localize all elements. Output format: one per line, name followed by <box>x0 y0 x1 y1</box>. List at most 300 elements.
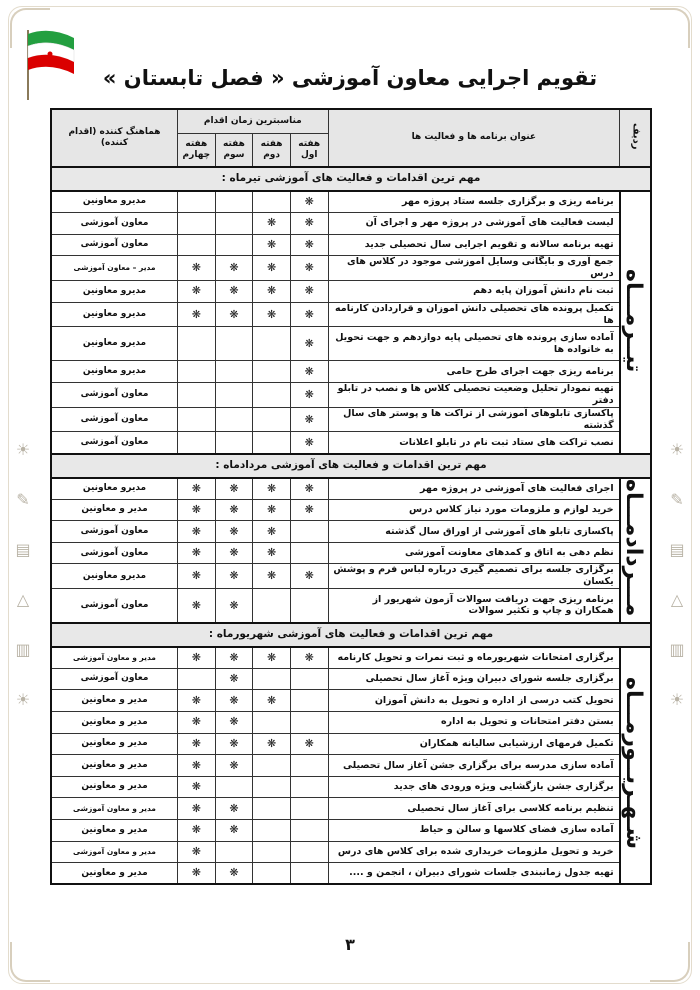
table-row <box>51 711 651 733</box>
scheduled-mark-icon: ❋ <box>191 823 201 837</box>
week-4-cell <box>178 647 216 669</box>
scheduled-mark-icon: ❋ <box>304 736 314 750</box>
scheduled-mark-icon: ❋ <box>267 216 277 230</box>
scheduled-mark-icon: ❋ <box>304 435 314 449</box>
section-heading: مهم ترین اقدامات و فعالیت های آموزشی مردادماه : <box>51 454 651 478</box>
scheduled-mark-icon: ❋ <box>267 481 277 495</box>
week-2-cell <box>253 711 291 733</box>
pencil-icon: ✎ <box>16 490 30 509</box>
week-3-cell <box>215 256 253 281</box>
week-1-cell <box>290 863 328 885</box>
week-3-cell <box>215 819 253 841</box>
table-row <box>51 521 651 543</box>
week-4-cell <box>178 432 216 454</box>
activity-cell: نصب تراکت های ستاد ثبت نام در تابلو اعلانات <box>328 432 620 454</box>
week-1-cell <box>290 819 328 841</box>
week-1-cell <box>290 327 328 361</box>
scheduled-mark-icon: ❋ <box>229 284 239 298</box>
table-row <box>51 191 651 213</box>
scheduled-mark-icon: ❋ <box>229 598 239 612</box>
month-label-text: تیــرمـــاه <box>621 268 646 373</box>
week-3-cell <box>215 647 253 669</box>
week-3-cell <box>215 564 253 589</box>
scheduled-mark-icon: ❋ <box>229 503 239 517</box>
week-3-cell <box>215 478 253 500</box>
week-3-cell <box>215 668 253 690</box>
week-2-cell <box>253 733 291 755</box>
coordinator-cell: معاون آموزشی <box>51 521 178 543</box>
week-4-cell <box>178 256 216 281</box>
scheduled-mark-icon: ❋ <box>191 261 201 275</box>
activity-cell: خرید و تحویل ملزومات خریداری شده برای کلاس های درس <box>328 841 620 863</box>
section-heading: مهم ترین اقدامات و فعالیت های آموزشی شهریورماه : <box>51 623 651 647</box>
week-3-cell <box>215 863 253 885</box>
scheduled-mark-icon: ❋ <box>304 216 314 230</box>
lightbulb-icon: ☀ <box>15 440 31 459</box>
activity-cell: آماده سازی فضای کلاسها و سالن و حیاط <box>328 819 620 841</box>
decorative-side-icons-left <box>12 440 34 710</box>
coordinator-cell: مدیر و معاونین <box>51 755 178 777</box>
table-row <box>51 281 651 303</box>
week-1-cell <box>290 711 328 733</box>
coordinator-cell: معاون آموزشی <box>51 382 178 407</box>
scheduled-mark-icon: ❋ <box>229 758 239 772</box>
week-3-cell <box>215 521 253 543</box>
activity-cell: تحویل کتب درسی از اداره و تحویل به دانش آموزان <box>328 690 620 712</box>
scheduled-mark-icon: ❋ <box>229 524 239 538</box>
week-2-cell <box>253 234 291 256</box>
scheduled-mark-icon: ❋ <box>229 481 239 495</box>
activity-cell: نظم دهی به اتاق و کمدهای معاونت آموزشی <box>328 542 620 564</box>
week-1-cell <box>290 841 328 863</box>
coordinator-cell: مدیر و معاونین <box>51 776 178 798</box>
week-4-cell <box>178 478 216 500</box>
week-3-cell <box>215 432 253 454</box>
scheduled-mark-icon: ❋ <box>191 569 201 583</box>
scheduled-mark-icon: ❋ <box>267 307 277 321</box>
coordinator-cell: معاون آموزشی <box>51 542 178 564</box>
corner-ornament <box>650 8 690 48</box>
week-1-cell <box>290 281 328 303</box>
week-4-cell <box>178 499 216 521</box>
table-row <box>51 432 651 454</box>
week-4-cell <box>178 841 216 863</box>
scheduled-mark-icon: ❋ <box>304 364 314 378</box>
triangle-icon: △ <box>16 590 30 609</box>
activity-cell: برگزاری جشن بازگشایی ویژه ورودی های جدید <box>328 776 620 798</box>
scheduled-mark-icon: ❋ <box>191 598 201 612</box>
week-3-cell <box>215 281 253 303</box>
calendar-table-wrapper <box>50 108 652 885</box>
week-2-cell <box>253 327 291 361</box>
table-row <box>51 234 651 256</box>
week-1-cell <box>290 668 328 690</box>
week-3-cell <box>215 213 253 235</box>
activity-cell: بستن دفتر امتحانات و تحویل به اداره <box>328 711 620 733</box>
scheduled-mark-icon: ❋ <box>304 284 314 298</box>
scheduled-mark-icon: ❋ <box>191 801 201 815</box>
month-label <box>620 191 651 454</box>
week-4-cell <box>178 589 216 623</box>
coordinator-cell: معاون آموزشی <box>51 668 178 690</box>
coordinator-cell: مدیرو معاونین <box>51 281 178 303</box>
activity-cell: تهیه جدول زمانبندی جلسات شورای دبیران ، انجمن و .... <box>328 863 620 885</box>
week-4-cell <box>178 668 216 690</box>
chart-icon: ▥ <box>15 640 31 659</box>
executive-calendar-table <box>50 108 652 885</box>
table-row <box>51 327 651 361</box>
month-label-text: شـهـریــورمـــاه <box>621 677 646 850</box>
week-3-cell <box>215 542 253 564</box>
activity-cell: برنامه ریزی جهت دریافت سوالات آزمون شهریور از همکاران و چاپ و تکثیر سوالات <box>328 589 620 623</box>
activity-cell: برگزاری امتحانات شهریورماه و ثبت نمرات و تحویل کارنامه <box>328 647 620 669</box>
scheduled-mark-icon: ❋ <box>191 546 201 560</box>
scheduled-mark-icon: ❋ <box>267 546 277 560</box>
scheduled-mark-icon: ❋ <box>191 844 201 858</box>
scheduled-mark-icon: ❋ <box>229 672 239 686</box>
activity-cell: آماده سازی مدرسه برای برگزاری جشن آغاز سال تحصیلی <box>328 755 620 777</box>
triangle-icon: △ <box>670 590 684 609</box>
week-2-cell <box>253 407 291 432</box>
scheduled-mark-icon: ❋ <box>304 569 314 583</box>
table-row <box>51 564 651 589</box>
week-2-cell <box>253 361 291 383</box>
month-label <box>620 478 651 623</box>
week-3-cell <box>215 755 253 777</box>
week-4-cell <box>178 407 216 432</box>
lightbulb-icon: ☀ <box>669 440 685 459</box>
week-1-cell <box>290 234 328 256</box>
scheduled-mark-icon: ❋ <box>267 238 277 252</box>
scheduled-mark-icon: ❋ <box>304 238 314 252</box>
table-row <box>51 863 651 885</box>
week-4-cell <box>178 542 216 564</box>
week-1-cell <box>290 733 328 755</box>
week-2-cell <box>253 478 291 500</box>
week-3-cell <box>215 589 253 623</box>
table-row <box>51 819 651 841</box>
header-row-number: ردیف <box>620 109 651 167</box>
table-row <box>51 690 651 712</box>
scheduled-mark-icon: ❋ <box>267 650 277 664</box>
table-body <box>51 167 651 884</box>
week-1-cell <box>290 564 328 589</box>
week-4-cell <box>178 361 216 383</box>
activity-cell: تهیه برنامه سالانه و تقویم اجرایی سال تحصیلی جدید <box>328 234 620 256</box>
header-week-4: هفته چهارم <box>178 133 216 167</box>
activity-cell: جمع آوری و بایگانی وسایل آموزشی موجود در کلاس های درس <box>328 256 620 281</box>
scheduled-mark-icon: ❋ <box>229 261 239 275</box>
week-2-cell <box>253 432 291 454</box>
coordinator-cell: معاون آموزشی <box>51 432 178 454</box>
week-2-cell <box>253 647 291 669</box>
scheduled-mark-icon: ❋ <box>267 503 277 517</box>
week-3-cell <box>215 733 253 755</box>
week-2-cell <box>253 281 291 303</box>
lightbulb-icon: ☀ <box>15 690 31 709</box>
scheduled-mark-icon: ❋ <box>304 481 314 495</box>
scheduled-mark-icon: ❋ <box>304 336 314 350</box>
scheduled-mark-icon: ❋ <box>229 866 239 880</box>
scheduled-mark-icon: ❋ <box>304 387 314 401</box>
activity-cell: تهیه نمودار تحلیل وضعیت تحصیلی کلاس ها و نصب در تابلو دفتر <box>328 382 620 407</box>
coordinator-cell: مدیرو معاونین <box>51 478 178 500</box>
scheduled-mark-icon: ❋ <box>191 866 201 880</box>
activity-cell: لیست فعالیت های آموزشی در پروژه مهر و اجرای آن <box>328 213 620 235</box>
header-coordinator: هماهنگ کننده (اقدام کننده) <box>51 109 178 167</box>
week-1-cell <box>290 302 328 327</box>
activity-cell: برگزاری جلسه شورای دبیران ویژه آغاز سال تحصیلی <box>328 668 620 690</box>
week-3-cell <box>215 382 253 407</box>
week-1-cell <box>290 690 328 712</box>
week-4-cell <box>178 819 216 841</box>
scheduled-mark-icon: ❋ <box>229 569 239 583</box>
scheduled-mark-icon: ❋ <box>191 693 201 707</box>
chart-icon: ▥ <box>669 640 685 659</box>
coordinator-cell: مدیر و معاونین <box>51 499 178 521</box>
table-row <box>51 407 651 432</box>
activity-cell: برنامه ریزی جهت اجرای طرح حامی <box>328 361 620 383</box>
week-1-cell <box>290 499 328 521</box>
coordinator-cell: مدیرو معاونین <box>51 361 178 383</box>
scheduled-mark-icon: ❋ <box>304 261 314 275</box>
activity-cell: تکمیل فرمهای ارزشیابی سالیانه همکاران <box>328 733 620 755</box>
scheduled-mark-icon: ❋ <box>191 780 201 794</box>
coordinator-cell: معاون آموزشی <box>51 407 178 432</box>
week-1-cell <box>290 776 328 798</box>
week-4-cell <box>178 776 216 798</box>
week-2-cell <box>253 863 291 885</box>
week-1-cell <box>290 213 328 235</box>
lightbulb-icon: ☀ <box>669 690 685 709</box>
activity-cell: تکمیل پرونده های تحصیلی دانش آموزان و قراردادن کارنامه ها <box>328 302 620 327</box>
scheduled-mark-icon: ❋ <box>191 650 201 664</box>
scheduled-mark-icon: ❋ <box>191 307 201 321</box>
scheduled-mark-icon: ❋ <box>304 195 314 209</box>
coordinator-cell: معاون آموزشی <box>51 234 178 256</box>
week-3-cell <box>215 327 253 361</box>
week-2-cell <box>253 213 291 235</box>
header-time: مناسبترین زمان اقدام <box>178 109 329 133</box>
coordinator-cell: مدیر – معاون آموزشی <box>51 256 178 281</box>
week-2-cell <box>253 755 291 777</box>
week-2-cell <box>253 798 291 820</box>
week-1-cell <box>290 798 328 820</box>
week-4-cell <box>178 234 216 256</box>
activity-cell: برگزاری جلسه برای تصمیم گیری درباره لباس فرم و پوشش یکسان <box>328 564 620 589</box>
coordinator-cell: مدیرو معاونین <box>51 327 178 361</box>
week-1-cell <box>290 432 328 454</box>
table-row <box>51 256 651 281</box>
week-4-cell <box>178 798 216 820</box>
activity-cell: ثبت نام دانش آموزان پایه دهم <box>328 281 620 303</box>
week-4-cell <box>178 564 216 589</box>
week-1-cell <box>290 407 328 432</box>
scheduled-mark-icon: ❋ <box>191 736 201 750</box>
week-2-cell <box>253 499 291 521</box>
week-3-cell <box>215 690 253 712</box>
week-4-cell <box>178 191 216 213</box>
week-2-cell <box>253 564 291 589</box>
section-heading-row <box>51 623 651 647</box>
week-4-cell <box>178 733 216 755</box>
scheduled-mark-icon: ❋ <box>191 758 201 772</box>
scheduled-mark-icon: ❋ <box>267 736 277 750</box>
scheduled-mark-icon: ❋ <box>229 823 239 837</box>
header-week-2: هفته دوم <box>253 133 291 167</box>
month-label-text: مـــردادمـــاه <box>621 479 646 617</box>
table-row <box>51 589 651 623</box>
table-row <box>51 776 651 798</box>
week-4-cell <box>178 863 216 885</box>
table-row <box>51 382 651 407</box>
scheduled-mark-icon: ❋ <box>229 693 239 707</box>
week-4-cell <box>178 755 216 777</box>
week-1-cell <box>290 361 328 383</box>
decorative-side-icons-right <box>666 440 688 710</box>
table-row <box>51 499 651 521</box>
scheduled-mark-icon: ❋ <box>267 693 277 707</box>
scheduled-mark-icon: ❋ <box>267 569 277 583</box>
pencil-icon: ✎ <box>670 490 684 509</box>
week-3-cell <box>215 776 253 798</box>
activity-cell: برنامه ریزی و برگزاری جلسه ستاد پروژه مهر <box>328 191 620 213</box>
scheduled-mark-icon: ❋ <box>267 524 277 538</box>
scheduled-mark-icon: ❋ <box>229 801 239 815</box>
week-3-cell <box>215 191 253 213</box>
scheduled-mark-icon: ❋ <box>267 284 277 298</box>
week-4-cell <box>178 690 216 712</box>
table-row <box>51 841 651 863</box>
week-3-cell <box>215 798 253 820</box>
coordinator-cell: معاون آموزشی <box>51 213 178 235</box>
week-2-cell <box>253 819 291 841</box>
scheduled-mark-icon: ❋ <box>304 412 314 426</box>
page-number: ۳ <box>345 935 355 954</box>
activity-cell: تنظیم برنامه کلاسی برای آغاز سال تحصیلی <box>328 798 620 820</box>
week-1-cell <box>290 647 328 669</box>
table-row <box>51 361 651 383</box>
coordinator-cell: معاون آموزشی <box>51 589 178 623</box>
scheduled-mark-icon: ❋ <box>229 715 239 729</box>
coordinator-cell: مدیر و معاونین <box>51 863 178 885</box>
table-row <box>51 542 651 564</box>
activity-cell: خرید لوازم و ملزومات مورد نیاز کلاس درس <box>328 499 620 521</box>
week-3-cell <box>215 234 253 256</box>
scheduled-mark-icon: ❋ <box>229 546 239 560</box>
table-row <box>51 668 651 690</box>
week-4-cell <box>178 327 216 361</box>
activity-cell: آماده سازی پرونده های تحصیلی پایه دوازدهم و جهت تحویل به خانواده ها <box>328 327 620 361</box>
week-2-cell <box>253 542 291 564</box>
scheduled-mark-icon: ❋ <box>191 481 201 495</box>
week-4-cell <box>178 521 216 543</box>
section-heading: مهم ترین اقدامات و فعالیت های آموزشی تیرماه : <box>51 167 651 191</box>
header-week-3: هفته سوم <box>215 133 253 167</box>
week-3-cell <box>215 711 253 733</box>
table-row <box>51 733 651 755</box>
week-1-cell <box>290 478 328 500</box>
week-4-cell <box>178 382 216 407</box>
section-heading-row <box>51 167 651 191</box>
coordinator-cell: مدیرو معاونین <box>51 302 178 327</box>
scheduled-mark-icon: ❋ <box>191 284 201 298</box>
scheduled-mark-icon: ❋ <box>229 650 239 664</box>
book-icon: ▤ <box>669 540 685 559</box>
week-4-cell <box>178 711 216 733</box>
scheduled-mark-icon: ❋ <box>304 307 314 321</box>
table-row <box>51 213 651 235</box>
week-4-cell <box>178 302 216 327</box>
table-row <box>51 478 651 500</box>
scheduled-mark-icon: ❋ <box>229 307 239 321</box>
table-row <box>51 647 651 669</box>
week-2-cell <box>253 521 291 543</box>
table-row <box>51 798 651 820</box>
scheduled-mark-icon: ❋ <box>191 715 201 729</box>
week-1-cell <box>290 589 328 623</box>
week-1-cell <box>290 382 328 407</box>
header-week-1: هفته اول <box>290 133 328 167</box>
week-2-cell <box>253 382 291 407</box>
coordinator-cell: مدیر و معاونین <box>51 733 178 755</box>
week-2-cell <box>253 776 291 798</box>
section-heading-row <box>51 454 651 478</box>
week-2-cell <box>253 841 291 863</box>
week-1-cell <box>290 521 328 543</box>
coordinator-cell: مدیرو معاونین <box>51 564 178 589</box>
month-label <box>620 647 651 885</box>
coordinator-cell: مدیر و معاون آموزشی <box>51 647 178 669</box>
table-row <box>51 302 651 327</box>
page-title: تقویم اجرایی معاون آموزشی « فصل تابستان » <box>102 66 598 90</box>
week-3-cell <box>215 407 253 432</box>
coordinator-cell: مدیر و معاونین <box>51 711 178 733</box>
coordinator-cell: مدیر و معاون آموزشی <box>51 798 178 820</box>
activity-cell: اجرای فعالیت های آموزشی در پروژه مهر <box>328 478 620 500</box>
coordinator-cell: مدیر و معاونین <box>51 690 178 712</box>
week-2-cell <box>253 256 291 281</box>
week-2-cell <box>253 191 291 213</box>
book-icon: ▤ <box>15 540 31 559</box>
week-4-cell <box>178 213 216 235</box>
week-2-cell <box>253 668 291 690</box>
coordinator-cell: مدیر و معاونین <box>51 819 178 841</box>
scheduled-mark-icon: ❋ <box>304 650 314 664</box>
week-1-cell <box>290 256 328 281</box>
week-3-cell <box>215 841 253 863</box>
scheduled-mark-icon: ❋ <box>304 503 314 517</box>
week-2-cell <box>253 302 291 327</box>
scheduled-mark-icon: ❋ <box>229 736 239 750</box>
scheduled-mark-icon: ❋ <box>191 524 201 538</box>
week-3-cell <box>215 499 253 521</box>
coordinator-cell: مدیر و معاون آموزشی <box>51 841 178 863</box>
week-4-cell <box>178 281 216 303</box>
scheduled-mark-icon: ❋ <box>267 261 277 275</box>
week-3-cell <box>215 361 253 383</box>
week-1-cell <box>290 191 328 213</box>
activity-cell: پاکسازی تابلوهای آموزشی از تراکت ها و پوستر های سال گذشته <box>328 407 620 432</box>
week-2-cell <box>253 589 291 623</box>
table-row <box>51 755 651 777</box>
coordinator-cell: مدیرو معاونین <box>51 191 178 213</box>
week-3-cell <box>215 302 253 327</box>
week-2-cell <box>253 690 291 712</box>
scheduled-mark-icon: ❋ <box>191 503 201 517</box>
week-1-cell <box>290 542 328 564</box>
week-1-cell <box>290 755 328 777</box>
